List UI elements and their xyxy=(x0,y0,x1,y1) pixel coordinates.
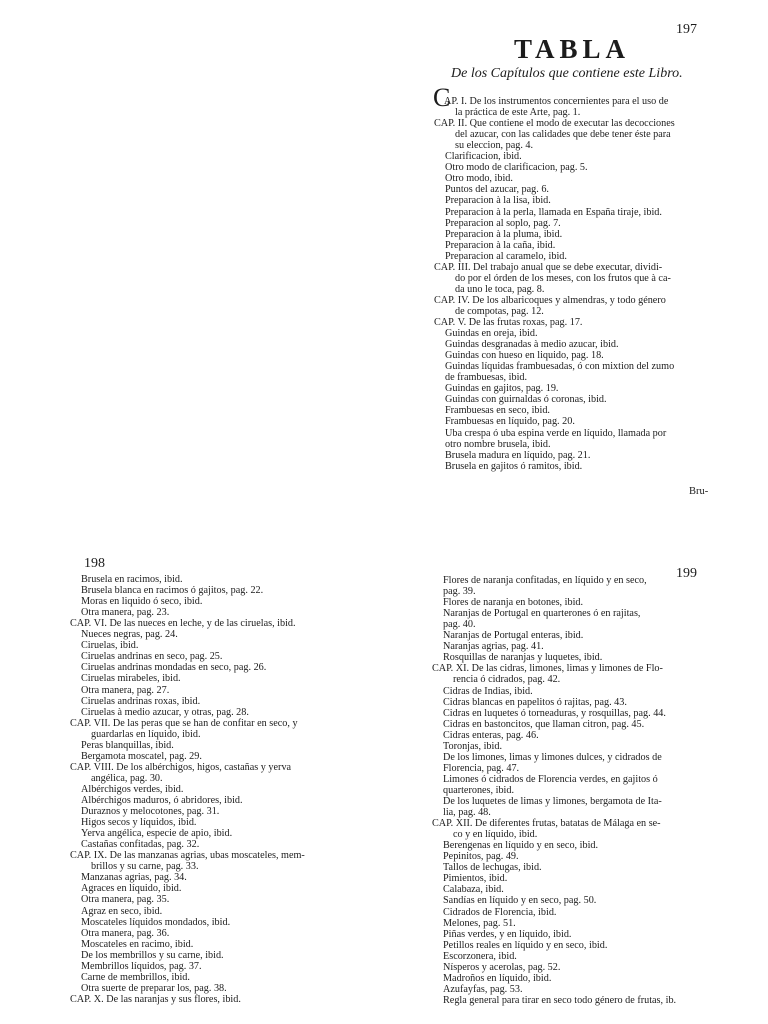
index-entry: Otra manera, pag. 27. xyxy=(81,684,170,696)
index-entry: Otro modo de clarificacion, pag. 5. xyxy=(445,162,588,174)
index-entry: CAP. IV. De los albaricoques y almendras, y todo género xyxy=(434,294,666,306)
index-entry: Berengenas en líquido y en seco, ibid. xyxy=(443,840,599,852)
index-entry: Otra manera, pag. 35. xyxy=(81,894,170,906)
index-entry: Calabaza, ibid. xyxy=(443,884,504,896)
page-number: 198 xyxy=(84,556,105,571)
page-title: TABLA xyxy=(514,34,631,64)
index-entry: Frambuesas en seco, ibid. xyxy=(445,405,550,417)
index-entry: Yerva angélica, especie de apio, ibid. xyxy=(81,828,233,840)
index-entry: De los membrillos y su carne, ibid. xyxy=(81,949,224,961)
index-entry: Cidras blancas en papelitos ó rajitas, pag. 43. xyxy=(443,696,627,708)
index-entry: Peras blanquillas, ibid. xyxy=(81,739,174,751)
drop-cap: C xyxy=(433,83,451,112)
index-entry: brillos y su carne, pag. 33. xyxy=(91,861,199,873)
index-entry: otro nombre brusela, ibid. xyxy=(445,438,551,450)
index-entry: de frambuesas, ibid. xyxy=(445,372,528,384)
index-entry: Moscateles en racimo, ibid. xyxy=(81,938,194,950)
index-entry: Puntos del azucar, pag. 6. xyxy=(445,184,549,196)
index-entry: Clarificacion, ibid. xyxy=(445,151,522,163)
index-entry: Brusela en racimos, ibid. xyxy=(81,574,183,585)
index-entry: Cidras en bastoncitos, que llaman citron, pag. 45. xyxy=(443,718,645,730)
index-entry: CAP. XI. De las cidras, limones, limas y limones de Flo- xyxy=(432,663,663,675)
index-entry: Sandías en líquido y en seco, pag. 50. xyxy=(443,895,597,907)
page-number: 197 xyxy=(676,22,697,37)
index-entry: Membrillos líquidos, pag. 37. xyxy=(81,960,202,972)
index-entry: CAP. VIII. De los albérchigos, higos, castañas y yerva xyxy=(70,761,292,773)
index-entry: Preparacion al soplo, pag. 7. xyxy=(445,217,561,229)
index-entry: Nueces negras, pag. 24. xyxy=(81,629,178,641)
index-entry: Brusela blanca en racimos ó gajitos, pag. 22. xyxy=(81,585,264,597)
index-entry: Agraces en líquido, ibid. xyxy=(81,883,182,895)
index-entry: Rosquillas de naranjas y luquetes, ibid. xyxy=(443,652,603,664)
index-entry: Naranjas agrias, pag. 41. xyxy=(443,641,544,653)
index-entry: quarterones, ibid. xyxy=(443,784,515,796)
index-entry: AP. I. De los instrumentos concernientes para el uso de xyxy=(444,96,669,107)
index-entry: Frambuesas en líquido, pag. 20. xyxy=(445,416,575,428)
index-entry: Otra manera, pag. 36. xyxy=(81,927,170,939)
index-entry: Guindas desgranadas à medio azucar, ibid. xyxy=(445,339,619,351)
index-entry: angélica, pag. 30. xyxy=(91,772,163,784)
index-entry: Florencia, pag. 47. xyxy=(443,762,520,774)
index-entry: CAP. IX. De las manzanas agrias, ubas moscateles, mem- xyxy=(70,850,305,862)
index-entry: Melones, pag. 51. xyxy=(443,917,516,929)
index-entry: Petillos reales en líquido y en seco, ibid. xyxy=(443,939,608,951)
index-entry: Ciruelas andrinas mondadas en seco, pag. 26. xyxy=(81,662,267,674)
index-entry: Escorzonera, ibid. xyxy=(443,950,517,962)
index-entry: Tallos de lechugas, ibid. xyxy=(443,862,542,874)
index-entry: CAP. XII. De diferentes frutas, batatas de Málaga en se- xyxy=(432,818,661,830)
index-entry: De los limones, limas y limones dulces, y cidrados de xyxy=(443,751,662,763)
index-entry: Ciruelas, ibid. xyxy=(81,640,139,652)
index-entry: Ciruelas andrinas roxas, ibid. xyxy=(81,695,201,707)
index-entry: Preparacion al caramelo, ibid. xyxy=(445,250,567,262)
index-entry: Otra suerte de preparar los, pag. 38. xyxy=(81,982,227,994)
index-entry: Ciruelas à medio azucar, y otras, pag. 28. xyxy=(81,706,249,718)
page-number: 199 xyxy=(676,566,697,581)
index-entry: Albérchigos maduros, ó abridores, ibid. xyxy=(81,795,243,806)
index-entry: CAP. VI. De las nueces en leche, y de las ciruelas, ibid. xyxy=(70,618,296,630)
index-entry: CAP. X. De las naranjas y sus flores, ibid. xyxy=(70,993,241,1005)
index-entry: do por el órden de los meses, con los frutos que à ca- xyxy=(455,272,671,284)
index-entry: Otra manera, pag. 23. xyxy=(81,607,170,619)
index-entry: pag. 40. xyxy=(443,619,476,631)
catchword: Bru- xyxy=(689,486,709,497)
index-entry: Regla general para tirar en seco todo género de frutas, ib. xyxy=(443,994,677,1006)
index-entry: Naranjas de Portugal enteras, ibid. xyxy=(443,630,584,642)
index-entry: Toronjas, ibid. xyxy=(443,740,502,752)
index-entry: Preparacion à la lisa, ibid. xyxy=(445,195,551,207)
index-entry: De los luquetes de limas y limones, bergamota de Ita- xyxy=(443,796,662,807)
index-entry: guardarlas en líquido, ibid. xyxy=(91,728,201,740)
index-entry: Castañas confitadas, pag. 32. xyxy=(81,839,200,851)
index-entry: CAP. III. Del trabajo anual que se debe executar, dividi- xyxy=(434,261,663,273)
index-entry: Bergamota moscatel, pag. 29. xyxy=(81,750,202,762)
index-entry: Ciruelas andrinas en seco, pag. 25. xyxy=(81,651,223,663)
index-entry: Guindas con hueso en liquido, pag. 18. xyxy=(445,350,604,362)
index-entry: Madroños en líquido, ibid. xyxy=(443,972,552,984)
index-entry: Moras en liquido ó seco, ibid. xyxy=(81,596,203,608)
index-entry: lia, pag. 48. xyxy=(443,807,491,819)
index-entry: Brusela en gajitos ó ramitos, ibid. xyxy=(445,460,583,472)
index-entry: pag. 39. xyxy=(443,586,476,598)
index-entry: Ciruelas mirabeles, ibid. xyxy=(81,673,181,685)
index-entry: rencia ó cidrados, pag. 42. xyxy=(453,674,561,686)
index-entry: Pepinitos, pag. 49. xyxy=(443,851,519,863)
page-subtitle: De los Capítulos que contiene este Libro. xyxy=(451,66,683,81)
index-entry: Azufayfas, pag. 53. xyxy=(443,983,523,995)
index-entry: Preparacion à la caña, ibid. xyxy=(445,239,556,251)
index-entry: Limones ó cidrados de Florencia verdes, en gajitos ó xyxy=(443,773,658,785)
index-entry: Guindas en oreja, ibid. xyxy=(445,328,538,340)
index-entry: Otro modo, ibid. xyxy=(445,173,513,185)
index-entry: CAP. V. De las frutas roxas, pag. 17. xyxy=(434,317,583,328)
index-entry: da uno le toca, pag. 8. xyxy=(455,283,545,295)
index-entry: Manzanas agrias, pag. 34. xyxy=(81,872,187,884)
index-entry: Carne de membrillos, ibid. xyxy=(81,971,190,983)
index-entry: Cidras de Indias, ibid. xyxy=(443,685,533,697)
index-entry: CAP. VII. De las peras que se han de confitar en seco, y xyxy=(70,717,298,729)
index-entry: Preparacion à la pluma, ibid. xyxy=(445,228,563,240)
index-entry: Guindas en gajitos, pag. 19. xyxy=(445,383,559,395)
index-entry: Naranjas de Portugal en quarterones ó en rajitas, xyxy=(443,608,641,620)
index-entry: la práctica de este Arte, pag. 1. xyxy=(455,107,581,119)
index-entry: Moscateles líquidos mondados, ibid. xyxy=(81,916,231,928)
index-entry: Albérchigos verdes, ibid. xyxy=(81,783,184,795)
index-entry: del azucar, con las calidades que debe tener éste para xyxy=(455,129,671,141)
index-entry: Cidras enteras, pag. 46. xyxy=(443,729,539,741)
index-entry: de compotas, pag. 12. xyxy=(455,305,544,317)
index-entry: Duraznos y melocotones, pag. 31. xyxy=(81,806,220,818)
index-entry: Preparacion à la perla, llamada en España tiraje, ibid. xyxy=(445,206,662,218)
index-entry: Cidrados de Florencia, ibid. xyxy=(443,906,557,918)
index-entry: CAP. II. Que contiene el modo de executar las decocciones xyxy=(434,118,675,130)
index-entry: Brusela madura en líquido, pag. 21. xyxy=(445,449,591,461)
index-entry: su eleccion, pag. 4. xyxy=(455,140,534,152)
index-entry: Guindas líquidas frambuesadas, ó con mixtion del zumo xyxy=(445,361,675,373)
index-entry: Cidras en luquetes ó torneaduras, y rosquillas, pag. 44. xyxy=(443,707,666,719)
index-entry: Higos secos y líquidos, ibid. xyxy=(81,817,197,829)
index-entry: co y en líquido, ibid. xyxy=(453,829,538,841)
index-entry: Pimientos, ibid. xyxy=(443,873,508,885)
index-entry: Agraz en seco, ibid. xyxy=(81,905,163,917)
index-entry: Nísperos y acerolas, pag. 52. xyxy=(443,961,561,973)
index-entry: Guindas con guirnaldas ó coronas, ibid. xyxy=(445,394,607,406)
index-entry: Piñas verdes, y en líquido, ibid. xyxy=(443,928,572,940)
index-entry: Uba crespa ó uba espina verde en líquido, llamada por xyxy=(445,427,667,439)
index-entry: Flores de naranja en botones, ibid. xyxy=(443,597,584,609)
index-entry: Flores de naranja confitadas, en líquido y en seco, xyxy=(443,575,647,586)
